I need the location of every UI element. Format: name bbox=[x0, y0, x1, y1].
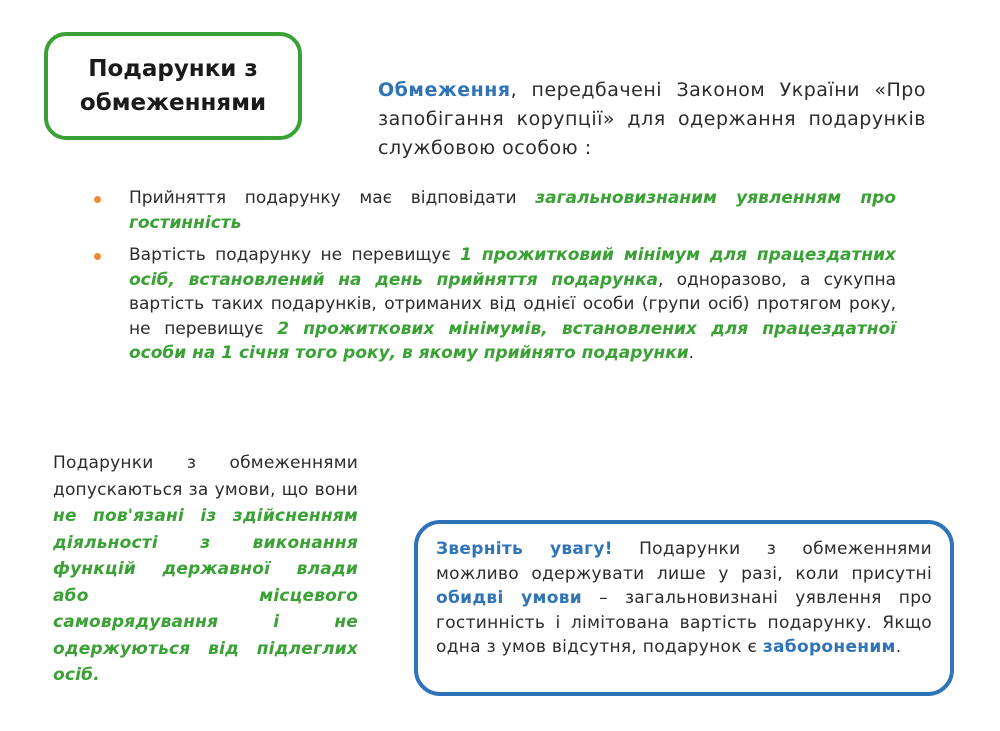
restrictions-list bbox=[94, 186, 896, 374]
bullet-text: Вартість подарунку не перевищує bbox=[129, 245, 461, 265]
bullet-green-text: 1 прожитковий мінімум для працездатних осіб, встановлений на день прийняття подарунка bbox=[129, 245, 896, 290]
bullet-text-continued: , одноразово, а сукупна вартість таких подарунків, отриманих від однієї особи (групи осіб) протягом року, не перевищує bbox=[129, 269, 896, 339]
intro-highlight: Обмеження bbox=[378, 79, 511, 101]
conditions-green-text: не пов'язані із здійсненням діяльності з виконання функцій державної влади або місцевого самоврядування і не одержуються від підлеглих осіб. bbox=[53, 506, 358, 685]
bullet-green-text: загальновизнаним уявленням про гостинність bbox=[129, 188, 896, 233]
bullet-dot-icon bbox=[94, 196, 101, 203]
attention-text-end: . bbox=[895, 637, 902, 657]
conditions-text: Подарунки з обмеженнями допускаються за умови, що вони bbox=[53, 453, 358, 500]
intro-text: , передбачені Законом України «Про запобігання корупції» для одержання подарунків службовою особою : bbox=[378, 79, 926, 159]
bullet-green-text-2: 2 прожиткових мінімумів, встановлених для працездатної особи на 1 січня того року, в якому прийнято подарунки bbox=[129, 318, 896, 363]
attention-highlight-forbidden: забороненим bbox=[762, 637, 896, 657]
page-title bbox=[80, 52, 266, 120]
bullet-text: Прийняття подарунку має відповідати bbox=[129, 188, 536, 208]
attention-text: Подарунки з обмеженнями можливо одержувати лише у разі, коли присутні bbox=[436, 539, 932, 584]
attention-text-2: – загальновизнані уявлення про гостинність і лімітована вартість подарунку. Якщо одна з умов відсутня, подарунок є bbox=[436, 588, 932, 657]
attention-box bbox=[414, 520, 954, 696]
bullet-text-end: . bbox=[688, 343, 695, 363]
title-line-2: обмеженнями bbox=[79, 90, 267, 116]
title-line-1: Подарунки з bbox=[88, 56, 258, 82]
bullet-dot-icon bbox=[94, 253, 101, 260]
attention-highlight-conditions: обидві умови bbox=[436, 588, 582, 608]
intro-paragraph bbox=[378, 76, 926, 163]
list-item bbox=[94, 186, 896, 235]
list-item bbox=[94, 243, 896, 366]
attention-lead: Зверніть увагу! bbox=[436, 539, 613, 559]
title-box bbox=[44, 32, 302, 140]
conditions-note bbox=[53, 450, 358, 689]
